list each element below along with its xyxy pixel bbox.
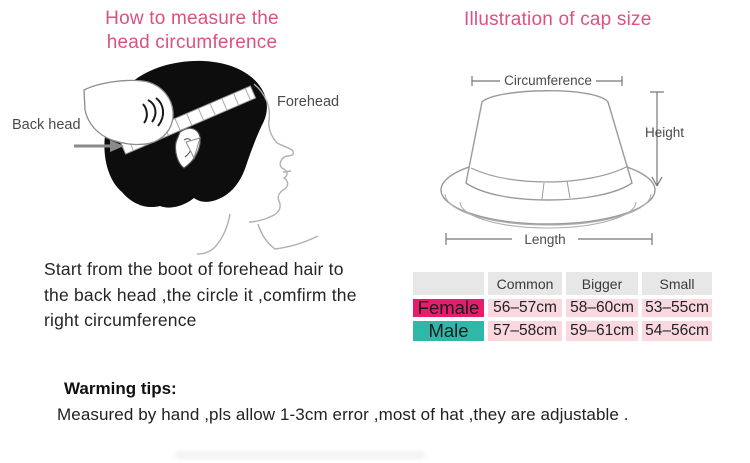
description-line: Start from the boot of forehead hair to xyxy=(44,259,344,279)
table-cell-female-small: 53–55cm xyxy=(642,299,712,317)
description-line: right circumference xyxy=(44,310,197,330)
head-measure-illustration xyxy=(0,52,320,255)
warming-tips-title: Warming tips: xyxy=(64,379,177,398)
column-header-small: Small xyxy=(642,272,712,295)
table-cell-male-small: 54–56cm xyxy=(642,321,712,341)
size-table xyxy=(413,272,712,341)
hat-crown xyxy=(466,91,632,200)
table-cell-female-common: 56–57cm xyxy=(488,299,562,317)
column-header-common: Common xyxy=(488,272,562,295)
measure-description xyxy=(44,257,404,334)
row-label-female: Female xyxy=(413,299,484,317)
height-label: Height xyxy=(645,125,685,140)
table-corner-cell xyxy=(413,272,484,295)
measure-title xyxy=(76,7,308,55)
table-cell-male-bigger: 59–61cm xyxy=(566,321,638,341)
bottom-artifact xyxy=(175,451,425,459)
measure-title-line1: How to measure the xyxy=(105,8,279,29)
table-cell-male-common: 57–58cm xyxy=(488,321,562,341)
measure-title-line2: head circumference xyxy=(106,32,278,53)
column-header-bigger: Bigger xyxy=(566,272,638,295)
back-head-label: Back head xyxy=(12,117,81,133)
warming-tips-body: Measured by hand ,pls allow 1-3cm error ,most of hat ,they are adjustable . xyxy=(57,405,629,424)
forehead-label: Forehead xyxy=(277,94,340,110)
hand-shape xyxy=(84,80,173,144)
row-label-male: Male xyxy=(413,321,484,341)
length-label: Length xyxy=(524,232,566,247)
description-line: the back head ,the circle it ,comfirm the xyxy=(44,284,357,305)
cap-size-title: Illustration of cap size xyxy=(464,9,652,30)
table-cell-female-bigger: 58–60cm xyxy=(566,299,638,317)
circumference-label: Circumference xyxy=(504,73,592,88)
